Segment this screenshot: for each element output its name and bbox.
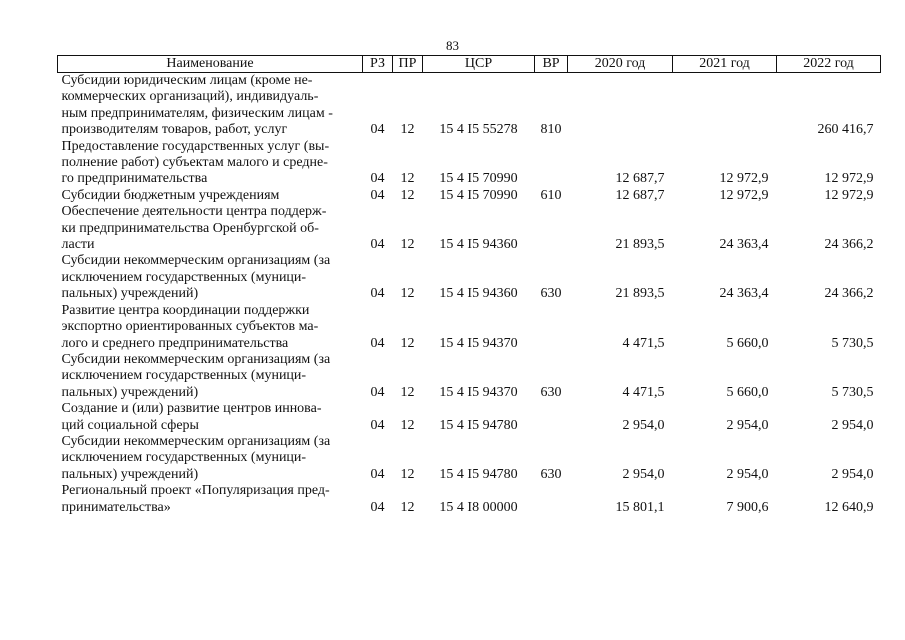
cell-pr: 12 [400,237,415,253]
cell-vr: 810 [540,122,562,138]
cell-name [58,401,363,434]
cell-name-line: полнение работ) субъектам малого и средне- [61,155,328,171]
cell-pr: 12 [400,466,415,482]
cell-name-line: экспортно ориентированных субъектов ма- [61,319,319,335]
table-header-row [58,56,881,73]
table-row [58,401,881,434]
cell-csr: 15 4 I5 94780 [439,417,518,433]
cell-2021: 24 363,4 [719,286,769,302]
cell-vr [535,401,568,434]
cell-vr: 630 [540,466,562,482]
cell-pr: 12 [400,187,415,203]
column-header-csr: ЦСР [423,56,535,73]
cell-csr: 15 4 I5 55278 [439,122,518,138]
cell-2021: 2 954,0 [726,417,769,433]
cell-rz: 04 [370,417,385,433]
table-row [58,303,881,352]
cell-2021: 12 972,9 [719,187,769,203]
cell-pr: 12 [400,499,415,515]
cell-2020: 21 893,5 [615,237,665,253]
cell-pr: 12 [400,171,415,187]
cell-2022: 12 972,9 [824,187,874,203]
cell-rz: 04 [370,122,385,138]
cell-pr: 12 [400,335,415,351]
cell-name-line: Субсидии некоммерческим организациям (за [61,253,331,269]
column-header-2021: 2021 год [673,56,777,73]
cell-2021: 24 363,4 [719,237,769,253]
cell-rz: 04 [370,335,385,351]
cell-csr: 15 4 I5 94370 [439,384,518,400]
cell-vr: 610 [540,187,562,203]
cell-csr: 15 4 I5 70990 [439,171,518,187]
cell-name [58,352,363,401]
cell-csr: 15 4 I8 00000 [439,499,518,515]
cell-2021: 12 972,9 [719,171,769,187]
cell-2022: 12 972,9 [824,171,874,187]
cell-2021: 7 900,6 [726,499,769,515]
cell-name [58,303,363,352]
table-row [58,188,881,204]
cell-2022: 260 416,7 [817,122,874,138]
cell-name-line: Субсидии бюджетным учреждениям [61,187,280,203]
cell-name-line: ки предпринимательства Оренбургской об- [61,220,319,236]
budget-table [57,55,881,516]
cell-2022: 24 366,2 [824,237,874,253]
cell-name-line: принимательства» [61,499,171,515]
cell-name-line: Предоставление государственных услуг (вы- [61,138,330,154]
cell-name-line: лого и среднего предпринимательства [61,335,289,351]
cell-name-line: пальных) учреждений) [61,286,199,302]
column-header-pr: ПР [393,56,423,73]
cell-2020: 4 471,5 [622,335,665,351]
cell-pr: 12 [400,384,415,400]
cell-2022: 5 730,5 [831,384,874,400]
table-row [58,139,881,188]
cell-name [58,73,363,139]
cell-name-line: Создание и (или) развитие центров иннова- [61,401,322,417]
cell-2022: 24 366,2 [824,286,874,302]
table-row [58,352,881,401]
cell-2020: 2 954,0 [622,417,665,433]
cell-name-line: Обеспечение деятельности центра поддерж- [61,204,327,220]
cell-name [58,188,363,204]
cell-name-line: ным предпринимателям, физическим лицам - [61,105,333,121]
cell-name-line: исключением государственных (муници- [61,269,307,285]
cell-name-line: Субсидии некоммерческим организациям (за [61,351,331,367]
column-header-vr: ВР [535,56,568,73]
cell-name-line: пальных) учреждений) [61,466,199,482]
cell-rz: 04 [370,187,385,203]
cell-2020: 12 687,7 [615,187,665,203]
cell-name-line: коммерческих организаций), индивидуаль- [61,89,319,105]
cell-name-line: Развитие центра координации поддержки [61,302,310,318]
cell-rz: 04 [370,466,385,482]
cell-vr: 630 [540,286,562,302]
cell-name-line: Субсидии юридическим лицам (кроме не- [61,73,313,88]
cell-csr: 15 4 I5 94370 [439,335,518,351]
cell-pr: 12 [400,122,415,138]
cell-name-line: ций социальной сферы [61,417,199,433]
column-header-rz: РЗ [363,56,393,73]
cell-name-line: Субсидии некоммерческим организациям (за [61,433,331,449]
cell-vr [535,204,568,253]
cell-rz: 04 [370,286,385,302]
cell-rz: 04 [370,171,385,187]
cell-name-line: ласти [61,237,95,253]
cell-2022: 5 730,5 [831,335,874,351]
cell-2022: 2 954,0 [831,466,874,482]
cell-2021: 2 954,0 [726,466,769,482]
cell-name [58,434,363,483]
cell-name-line: исключением государственных (муници- [61,450,307,466]
cell-2020: 4 471,5 [622,384,665,400]
cell-name [58,483,363,516]
cell-rz: 04 [370,384,385,400]
cell-csr: 15 4 I5 70990 [439,187,518,203]
cell-vr [535,483,568,516]
cell-csr: 15 4 I5 94780 [439,466,518,482]
page-number: 83 [446,38,459,53]
cell-name-line: производителям товаров, работ, услуг [61,122,288,138]
table-row [58,204,881,253]
cell-2022: 2 954,0 [831,417,874,433]
cell-name [58,253,363,302]
table-row [58,483,881,516]
cell-2021: 5 660,0 [726,335,769,351]
column-header-2020: 2020 год [568,56,673,73]
cell-name-line: го предпринимательства [61,171,208,187]
cell-name [58,204,363,253]
cell-2021: 5 660,0 [726,384,769,400]
cell-pr: 12 [400,417,415,433]
cell-name-line: Региональный проект «Популяризация пред- [61,483,330,499]
cell-2021 [673,73,777,139]
cell-name [58,139,363,188]
table-row [58,73,881,139]
cell-2020: 12 687,7 [615,171,665,187]
cell-pr: 12 [400,286,415,302]
table-row [58,253,881,302]
column-header-name: Наименование [58,56,363,73]
cell-2022: 12 640,9 [824,499,874,515]
cell-name-line: пальных) учреждений) [61,384,199,400]
column-header-2022: 2022 год [777,56,881,73]
cell-2020: 2 954,0 [622,466,665,482]
cell-name-line: исключением государственных (муници- [61,368,307,384]
cell-vr: 630 [540,384,562,400]
cell-2020: 21 893,5 [615,286,665,302]
cell-vr [535,303,568,352]
cell-rz: 04 [370,237,385,253]
cell-vr [535,139,568,188]
cell-2020 [568,73,673,139]
table-row [58,434,881,483]
cell-rz: 04 [370,499,385,515]
cell-2020: 15 801,1 [615,499,665,515]
table-body [58,73,881,516]
cell-csr: 15 4 I5 94360 [439,237,518,253]
cell-csr: 15 4 I5 94360 [439,286,518,302]
